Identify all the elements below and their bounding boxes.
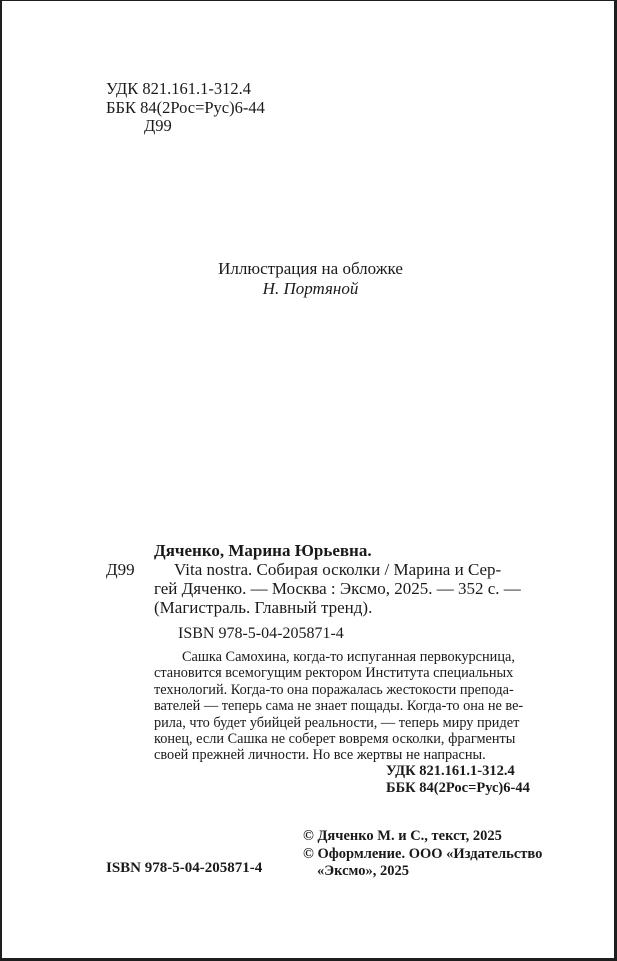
- classification-codes-top: [106, 80, 265, 136]
- biblio-line: гей Дяченко. — Москва : Эксмо, 2025. — 352 с. —: [154, 579, 521, 598]
- biblio-line: (Магистраль. Главный тренд).: [154, 598, 373, 617]
- annotation-line: своей прежней личности. Но все жертвы не напрасны.: [154, 747, 486, 764]
- illustration-label: Иллюстрация на обложке: [218, 259, 403, 278]
- udk-code-bottom: УДК 821.161.1-312.4: [386, 763, 515, 779]
- copyright-notice: [303, 828, 542, 881]
- author-cutter-code: Д99: [106, 560, 135, 579]
- annotation-line: вателей — теперь сама не знает пощады. Когда-то она не ве-: [154, 698, 524, 715]
- annotation-line: технологий. Когда-то она поражалась жестокости препода-: [154, 681, 514, 698]
- bibliographic-description: [154, 560, 521, 617]
- cutter-code: Д99: [144, 116, 172, 135]
- annotation-line: конец, если Сашка не соберет вовремя осколки, фрагменты: [154, 731, 516, 748]
- udk-code: УДК 821.161.1-312.4: [106, 79, 252, 98]
- annotation-line: Сашка Самохина, когда-то испуганная первокурсница,: [182, 649, 515, 665]
- isbn-entry: ISBN 978-5-04-205871-4: [178, 625, 344, 642]
- isbn-bottom: ISBN 978-5-04-205871-4: [106, 860, 263, 876]
- annotation-line: рила, что будет убийцей реальности, — теперь миру придет: [154, 714, 520, 731]
- classification-codes-bottom: [386, 763, 530, 796]
- bbk-code: ББК 84(2Рос=Рус)6-44: [106, 97, 265, 117]
- annotation-line: становится всемогущим ректором Института специальных: [154, 665, 514, 682]
- copyright-text-line: © Дяченко М. и С., текст, 2025: [303, 828, 502, 844]
- author-heading: Дяченко, Марина Юрьевна.: [154, 541, 372, 560]
- copyright-design-continuation: «Эксмо», 2025: [317, 863, 409, 879]
- illustration-artist: Н. Портяной: [262, 279, 359, 298]
- bbk-code-bottom: ББК 84(2Рос=Рус)6-44: [386, 779, 530, 796]
- annotation-paragraph: [154, 649, 523, 764]
- copyright-design-line: © Оформление. ООО «Издательство: [303, 845, 543, 862]
- illustration-credit: [2, 259, 617, 299]
- biblio-line: Vita nostra. Собирая осколки / Марина и Сер-: [174, 560, 502, 579]
